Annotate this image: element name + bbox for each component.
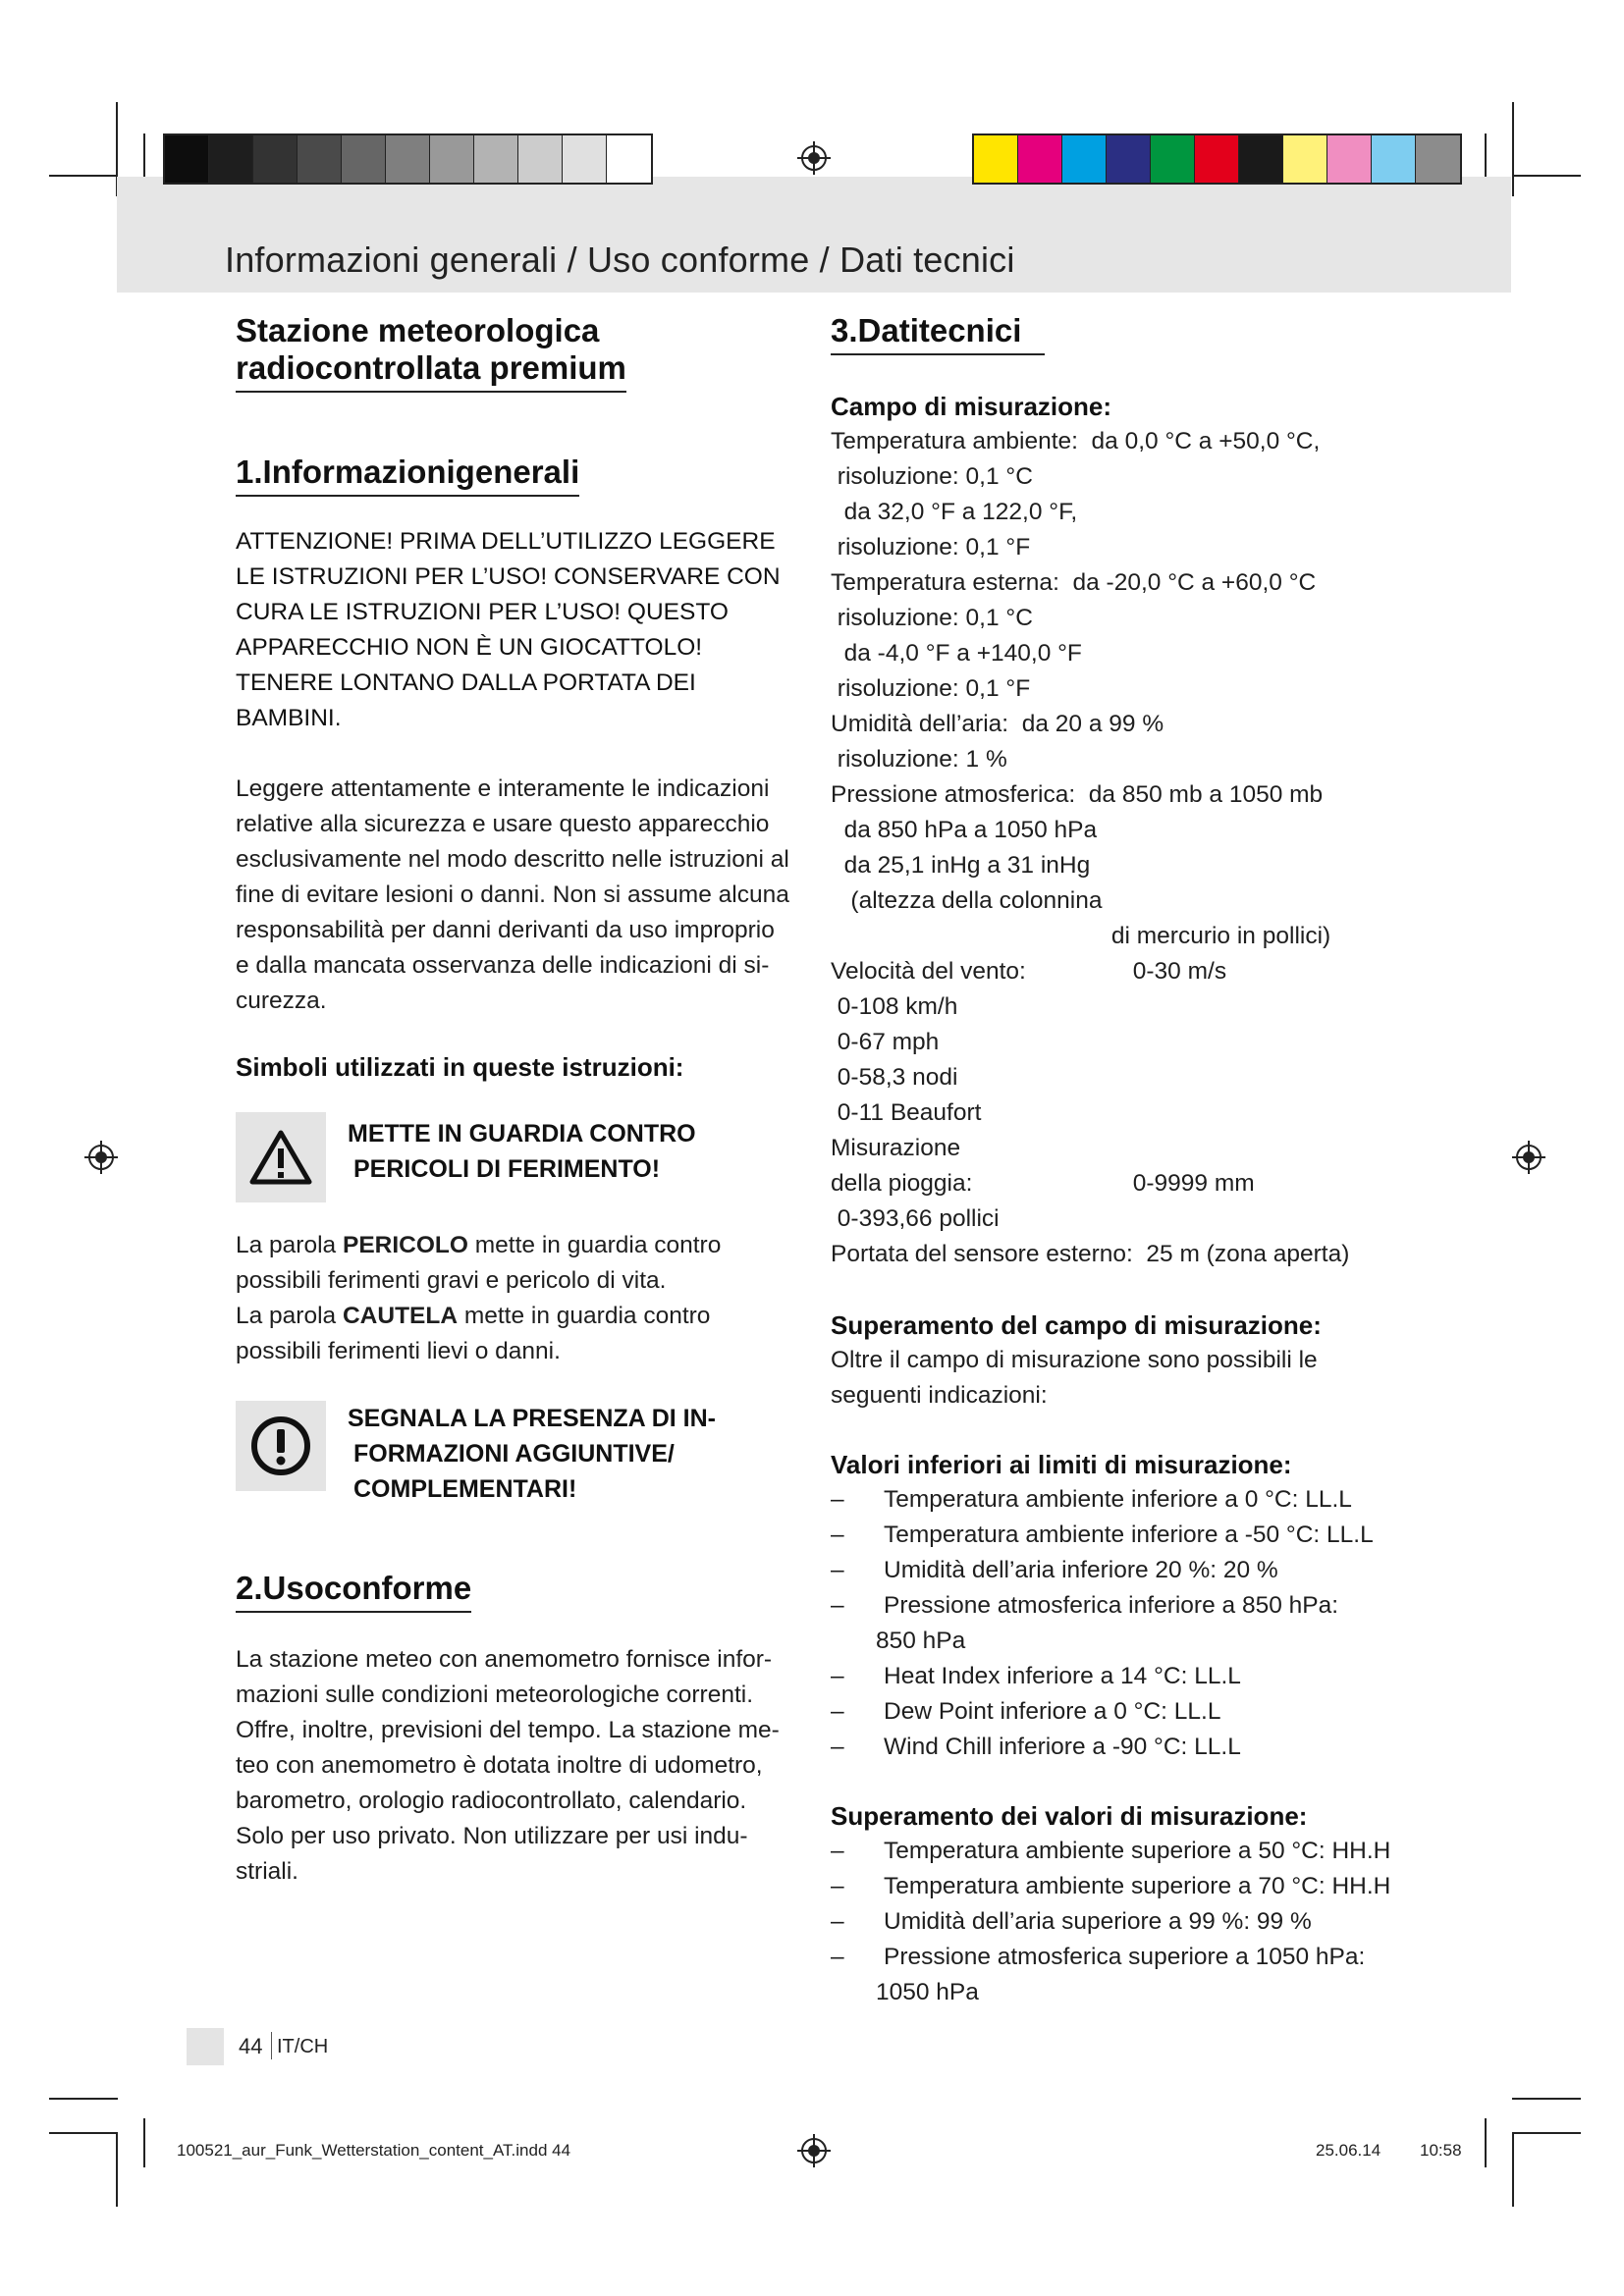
- spec-line: risoluzione: 0,1 °C: [831, 605, 1033, 631]
- crop-mark: [1485, 2118, 1487, 2167]
- list-item: – Temperatura ambiente inferiore a 0 °C: LL.L: [831, 1482, 1439, 1518]
- crop-mark: [116, 2132, 118, 2207]
- symbol-info-row: [236, 1401, 805, 1507]
- spec-line: 0-108 km/h: [831, 993, 958, 1020]
- section2-title: 2.Usoconforme: [236, 1570, 471, 1613]
- spec-line: risoluzione: 0,1 °C: [831, 463, 1033, 490]
- spec-line: da 850 hPa a 1050 hPa: [831, 817, 1098, 843]
- gray-swatch: [209, 135, 253, 183]
- lower-title: Valori inferiori ai limiti di misurazione:: [831, 1450, 1292, 1479]
- section1-title: 1.Informazionigenerali: [236, 454, 579, 497]
- crop-mark: [1485, 133, 1487, 183]
- spec-line: Misurazione: [831, 1135, 961, 1161]
- color-swatch: [1239, 135, 1283, 183]
- spec-line: 0-11 Beaufort: [831, 1099, 982, 1126]
- spec-line: risoluzione: 0,1 °F: [831, 675, 1031, 702]
- spec-line: Temperatura ambiente: da 0,0 °C a +50,0 °C,: [831, 428, 1321, 454]
- spec-line: Pressione atmosferica: da 850 mb a 1050 mb: [831, 781, 1324, 808]
- gray-swatch: [474, 135, 518, 183]
- pericolo-word: PERICOLO: [342, 1232, 468, 1258]
- crop-mark: [1512, 102, 1514, 196]
- color-swatch: [1283, 135, 1327, 183]
- color-bar: [972, 133, 1462, 185]
- pericolo-paragraph: La parola PERICOLO mette in guardia contro possibili ferimenti gravi e pericolo di vita. La parola CAUTELA mette in guardia contro possibili ferimenti lievi o danni.: [236, 1232, 722, 1364]
- page-lang: IT/CH: [277, 2036, 329, 2057]
- crop-mark: [1512, 175, 1581, 177]
- gray-swatch: [298, 135, 342, 183]
- gray-swatch: [607, 135, 651, 183]
- color-swatch: [1195, 135, 1239, 183]
- list-item: – Dew Point inferiore a 0 °C: LL.L: [831, 1694, 1439, 1730]
- spec-line: Umidità dell’aria: da 20 a 99 %: [831, 711, 1164, 737]
- spec-line: di mercurio in pollici): [831, 923, 1331, 949]
- color-swatch: [1327, 135, 1372, 183]
- gray-swatch: [342, 135, 386, 183]
- list-item: – Temperatura ambiente superiore a 50 °C: HH.H: [831, 1834, 1439, 1869]
- spec-list: [831, 424, 1439, 1272]
- list-item: – Pressione atmosferica inferiore a 850 hPa: 850 hPa: [831, 1588, 1439, 1659]
- crop-mark: [49, 2098, 118, 2100]
- product-title-line2: radiocontrollata premium: [236, 349, 626, 386]
- spec-line: (altezza della colonnina: [831, 887, 1103, 914]
- spec-line: risoluzione: 0,1 °F: [831, 534, 1031, 561]
- color-swatch: [1416, 135, 1460, 183]
- registration-mark-icon: [797, 2134, 831, 2167]
- crop-mark: [143, 2118, 145, 2167]
- section3-title: 3.Datitecnici: [831, 312, 1045, 355]
- crop-mark: [49, 2132, 118, 2134]
- page-number-tab: [187, 2028, 224, 2065]
- spec-line: 0-393,66 pollici: [831, 1205, 1000, 1232]
- campo-title: Campo di misurazione:: [831, 392, 1112, 421]
- symbol2-line3: COMPLEMENTARI!: [353, 1475, 577, 1503]
- page-title: Informazioni generali / Uso conforme / Dati tecnici: [225, 240, 1015, 280]
- symbol1-line2: PERICOLI DI FERIMENTO!: [353, 1155, 661, 1183]
- color-swatch: [974, 135, 1018, 183]
- color-swatch: [1372, 135, 1416, 183]
- right-column: 3.Datitecnici Campo di misurazione: Temperatura ambiente: da 0,0 °C a +50,0 °C, risoluzione: 0,1 °C da 32,0 °F a 122,0 °F, risoluzione: 0,1 °F Temperatura esterna: da -20,0 °C a +60,0 °C risoluzione: 0,1 °C da -4,0 °F a +140,0 °F risoluzione: 0,1 °F Umidità dell’aria: da 20 a 99 % risoluzione: 1 % Pressione atmosferica: da 850 mb a 1050 mb da 850 hPa a 1050 hPa da 25,1 inHg a 31 inHg (altezza della colonnina di mercurio in pollici) Velocità del vento: 0-30 m/s 0-108 km/h 0-67 mph 0-58,3 nodi 0-11 Beaufort Misurazione della pioggia: 0-9999 mm 0-393,66 pollici Portata del sensore esterno: 25 m (zona aperta) Superamento del campo di misurazione: Oltre il campo di misurazione sono possibili le seguenti indicazioni: Valori inferiori ai limiti di misurazione: – Temperatura ambiente inferiore a 0 °C: LL.L – Temperatura ambiente inferiore a -50 °C: LL.L – Umidità dell’aria inferiore 20 %: 20 % – Pressione atmosferica inferiore a 850 hPa: 850 hPa – Heat Index inferiore a 14 °C: LL.L – Dew Point inferiore a 0 °C: LL.L – Wind Chill inferiore a -90 °C: LL.L Superamento dei valori di misurazione: – Temperatura ambiente superiore a 50 °C: HH.H – Temperatura ambiente superiore a 70 °C: HH.H – Umidità dell’aria superiore a 99 %: 99 % – Pressione atmosferica superiore a 1050 hPa: 1050 hPa: [831, 312, 1439, 2010]
- warning-triangle-icon: [236, 1112, 326, 1202]
- crop-mark: [1512, 2132, 1514, 2207]
- symbol1-line1: METTE IN GUARDIA CONTRO: [348, 1120, 696, 1148]
- spec-line: 0-67 mph: [831, 1029, 940, 1055]
- slug-time: 10:58: [1420, 2141, 1462, 2160]
- symbol2-line2: FORMAZIONI AGGIUNTIVE/: [353, 1440, 675, 1468]
- registration-mark-icon: [84, 1141, 118, 1174]
- slug-filename: 100521_aur_Funk_Wetterstation_content_AT.indd 44: [177, 2141, 571, 2160]
- registration-mark-icon: [797, 141, 831, 175]
- spec-line: 0-58,3 nodi: [831, 1064, 958, 1091]
- list-item: – Temperatura ambiente superiore a 70 °C: HH.H: [831, 1869, 1439, 1904]
- symbols-title: Simboli utilizzati in queste istruzioni:: [236, 1052, 684, 1082]
- list-item: – Umidità dell’aria superiore a 99 %: 99 %: [831, 1904, 1439, 1940]
- gray-swatch: [563, 135, 607, 183]
- symbol2-line1: SEGNALA LA PRESENZA DI IN-: [348, 1405, 717, 1432]
- gray-swatch: [253, 135, 298, 183]
- exclamation-circle-icon: [236, 1401, 326, 1491]
- crop-mark: [1512, 2132, 1581, 2134]
- spec-line: risoluzione: 1 %: [831, 746, 1007, 773]
- left-column: [236, 312, 805, 1890]
- over-title: Superamento del campo di misurazione:: [831, 1310, 1322, 1340]
- spec-line: Velocità del vento: 0-30 m/s: [831, 958, 1227, 985]
- footer-divider: [271, 2032, 272, 2059]
- slug-date: 25.06.14: [1316, 2141, 1381, 2160]
- warning-caps: ATTENZIONE! PRIMA DELL’UTILIZZO LEGGERE LE ISTRUZIONI PER L’USO! CONSERVARE CON CURA LE ISTRUZIONI PER L’USO! QUESTO APPARECCHIO NON È UN GIOCATTOLO! TENERE LONTANO DALLA PORTATA DEI BAMBINI.: [236, 528, 781, 731]
- product-title-line1: Stazione meteorologica: [236, 312, 600, 348]
- symbol-warning-row: [236, 1112, 805, 1202]
- crop-mark: [49, 175, 118, 177]
- color-swatch: [1062, 135, 1107, 183]
- gray-swatch: [430, 135, 474, 183]
- intro-paragraph: Leggere attentamente e interamente le indicazioni relative alla sicurezza e usare questo apparecchio esclusivamente nel modo descritto nelle istruzioni al fine di evitare lesioni o danni. Non si assume alcuna responsabilità per danni derivanti da uso improprio e dalla mancata osservanza delle indicazioni di si- curezza.: [236, 775, 789, 1014]
- page-number: 44: [239, 2034, 263, 2058]
- list-item: – Wind Chill inferiore a -90 °C: LL.L: [831, 1730, 1439, 1765]
- upper-title: Superamento dei valori di misurazione:: [831, 1801, 1308, 1831]
- upper-limits-list: [831, 1834, 1439, 2010]
- gray-swatch: [386, 135, 430, 183]
- list-item: – Temperatura ambiente inferiore a -50 °C: LL.L: [831, 1518, 1439, 1553]
- spec-line: della pioggia: 0-9999 mm: [831, 1170, 1255, 1197]
- crop-mark: [143, 133, 145, 183]
- list-item: – Umidità dell’aria inferiore 20 %: 20 %: [831, 1553, 1439, 1588]
- spec-line: da -4,0 °F a +140,0 °F: [831, 640, 1082, 667]
- gray-swatch: [165, 135, 209, 183]
- lower-limits-list: [831, 1482, 1439, 1765]
- cautela-word: CAUTELA: [342, 1303, 459, 1329]
- list-item: – Heat Index inferiore a 14 °C: LL.L: [831, 1659, 1439, 1694]
- spec-line: Portata del sensore esterno: 25 m (zona aperta): [831, 1241, 1350, 1267]
- spec-line: da 32,0 °F a 122,0 °F,: [831, 499, 1078, 525]
- gray-swatch: [518, 135, 563, 183]
- color-swatch: [1018, 135, 1062, 183]
- color-swatch: [1151, 135, 1195, 183]
- crop-mark: [1512, 2098, 1581, 2100]
- list-item: – Pressione atmosferica superiore a 1050 hPa: 1050 hPa: [831, 1940, 1439, 2010]
- spec-line: Temperatura esterna: da -20,0 °C a +60,0 °C: [831, 569, 1317, 596]
- spec-line: da 25,1 inHg a 31 inHg: [831, 852, 1091, 879]
- color-swatch: [1107, 135, 1151, 183]
- registration-mark-icon: [1512, 1141, 1545, 1174]
- uso-paragraph: La stazione meteo con anemometro fornisce infor- mazioni sulle condizioni meteorologiche correnti. Offre, inoltre, previsioni del tempo. La stazione me- teo con anemometro è dotata inoltre di udometro, barometro, orologio radiocontrollato, calendario. Solo per uso privato. Non utilizzare per usi indu- striali.: [236, 1646, 780, 1885]
- grayscale-bar: [163, 133, 653, 185]
